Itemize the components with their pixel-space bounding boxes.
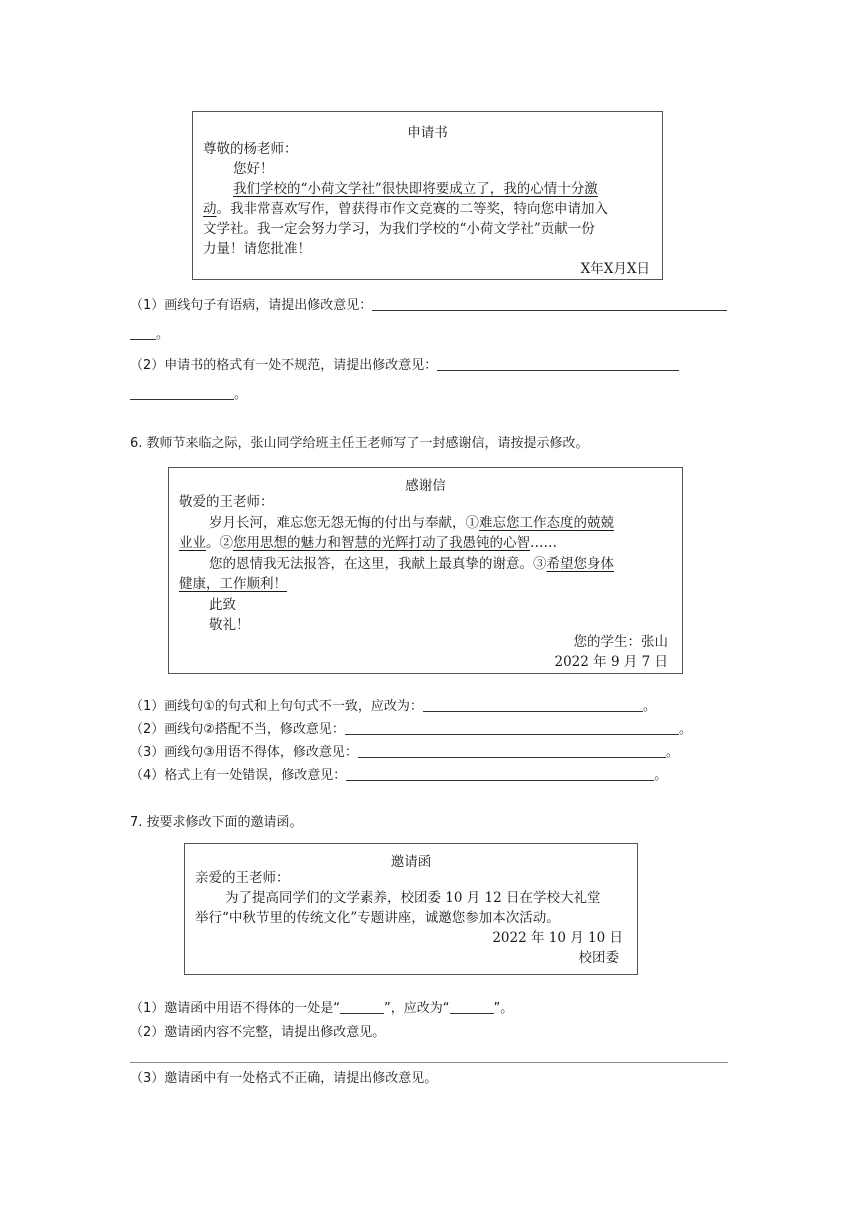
application-body-line1	[233, 179, 598, 199]
thank-you-line3	[209, 554, 614, 574]
q5-item1-continued	[130, 325, 169, 345]
invitation-letter-box	[184, 843, 638, 975]
answer-blank[interactable]	[130, 387, 234, 400]
q7-item2: （2）邀请函内容不完整，请提出修改意见。	[130, 1025, 386, 1040]
invitation-salutation: 亲爱的王老师：	[195, 870, 290, 886]
application-greeting: 您好！	[233, 161, 274, 177]
closing-cizhi: 此致	[209, 597, 236, 613]
q6-item3-text: （3）画线句③用语不得体，修改意见：	[130, 745, 358, 760]
underlined-sentence-1: 难忘您工作态度的兢兢	[479, 515, 614, 531]
application-underlined-sentence-end: 动	[203, 201, 217, 217]
q6-item2-text: （2）画线句②搭配不当，修改意见：	[130, 722, 345, 737]
underlined-sentence-1-end: 业业	[179, 535, 206, 551]
thank-you-line4	[179, 574, 287, 594]
application-body-line4: 力量！请您批准！	[203, 241, 311, 257]
answer-blank[interactable]	[450, 1001, 494, 1014]
q5-item2-text: （2）申请书的格式有一处不规范，请提出修改意见：	[130, 358, 438, 373]
thank-you-salutation: 敬爱的王老师：	[179, 494, 274, 510]
thank-you-line1-text: 岁月长河，难忘您无怨无悔的付出与奉献，①	[209, 515, 479, 531]
application-title: 申请书	[407, 125, 448, 141]
q6-item2-end: 。	[678, 722, 692, 737]
invitation-date: 2022 年 10 月 10 日	[492, 930, 623, 946]
answer-blank[interactable]	[437, 358, 679, 371]
thank-you-line2-mid: 。②	[206, 535, 233, 551]
q5-item2-continued	[130, 385, 247, 405]
answer-blank[interactable]	[340, 1001, 384, 1014]
application-body-line2-rest: 。我非常喜欢写作，曾获得市作文竞赛的二等奖，特向您申请加入	[216, 201, 608, 217]
underlined-sentence-2: 您用思想的魅力和智慧的光辉打动了我愚钝的心智	[233, 535, 530, 551]
thank-you-date: 2022 年 9 月 7 日	[554, 654, 668, 670]
answer-blank[interactable]	[130, 327, 156, 340]
q7-heading: 7. 按要求修改下面的邀请函。	[130, 815, 303, 830]
q7-item3: （3）邀请函中有一处格式不正确，请提出修改意见。	[130, 1071, 438, 1086]
q6-item1-end: 。	[642, 699, 656, 714]
answer-line[interactable]	[130, 1062, 728, 1063]
application-salutation: 尊敬的杨老师：	[203, 141, 298, 157]
underlined-sentence-3-end: 健康，工作顺利！	[179, 576, 287, 592]
q7-item1	[130, 999, 513, 1019]
thank-you-signature: 您的学生：张山	[573, 634, 668, 650]
q5-item1-text: （1）画线句子有语病，请提出修改意见：	[130, 298, 373, 313]
q7-item1-text-b: ”，应改为“	[384, 1001, 450, 1016]
q6-item4	[130, 766, 667, 786]
q6-item4-text: （4）格式上有一处错误，修改意见：	[130, 768, 347, 783]
q5-item2	[130, 356, 679, 376]
thank-you-line1	[209, 513, 614, 533]
application-date: X年X月X日	[580, 261, 650, 277]
application-underlined-sentence: 我们学校的“小荷文学社”很快即将要成立了，我的心情十分激	[233, 181, 598, 197]
thank-you-line2-end: ……	[530, 535, 557, 551]
invitation-body-line1: 为了提高同学们的文学素养，校团委 10 月 12 日在学校大礼堂	[225, 890, 601, 906]
answer-blank[interactable]	[346, 768, 654, 781]
underlined-sentence-3: 希望您身体	[546, 556, 614, 572]
answer-blank[interactable]	[358, 745, 666, 758]
q7-item1-text-a: （1）邀请函中用语不得体的一处是“	[130, 1001, 341, 1016]
thank-you-title: 感谢信	[405, 478, 446, 494]
q5-item1	[130, 296, 727, 316]
application-letter-box	[192, 111, 663, 280]
q5-item2-end: 。	[234, 387, 248, 402]
q6-heading: 6. 教师节来临之际，张山同学给班主任王老师写了一封感谢信，请按提示修改。	[130, 436, 589, 451]
q6-item4-end: 。	[654, 768, 668, 783]
application-body-line2	[203, 199, 608, 219]
answer-blank[interactable]	[345, 722, 679, 735]
closing-jingli: 敬礼！	[209, 617, 250, 633]
thank-you-line2	[179, 533, 557, 553]
q6-item2	[130, 720, 692, 740]
invitation-title: 邀请函	[390, 854, 432, 870]
q6-item3	[130, 743, 679, 763]
thank-you-letter-box	[168, 467, 683, 674]
q6-item1-text: （1）画线句①的句式和上句句式不一致，应改为：	[130, 699, 423, 714]
invitation-signature: 校团委	[578, 950, 619, 966]
q5-item1-end: 。	[156, 327, 170, 342]
q6-item3-end: 。	[665, 745, 679, 760]
q7-item1-text-c: ”。	[493, 1001, 514, 1016]
thank-you-line3-text: 您的恩情我无法报答，在这里，我献上最真挚的谢意。③	[209, 556, 547, 572]
answer-blank[interactable]	[423, 699, 643, 712]
application-body-line3: 文学社。我一定会努力学习，为我们学校的“小荷文学社”贡献一份	[203, 221, 595, 237]
q6-item1	[130, 697, 656, 717]
answer-blank[interactable]	[372, 298, 727, 311]
invitation-body-line2: 举行“中秋节里的传统文化”专题讲座，诚邀您参加本次活动。	[195, 910, 560, 926]
